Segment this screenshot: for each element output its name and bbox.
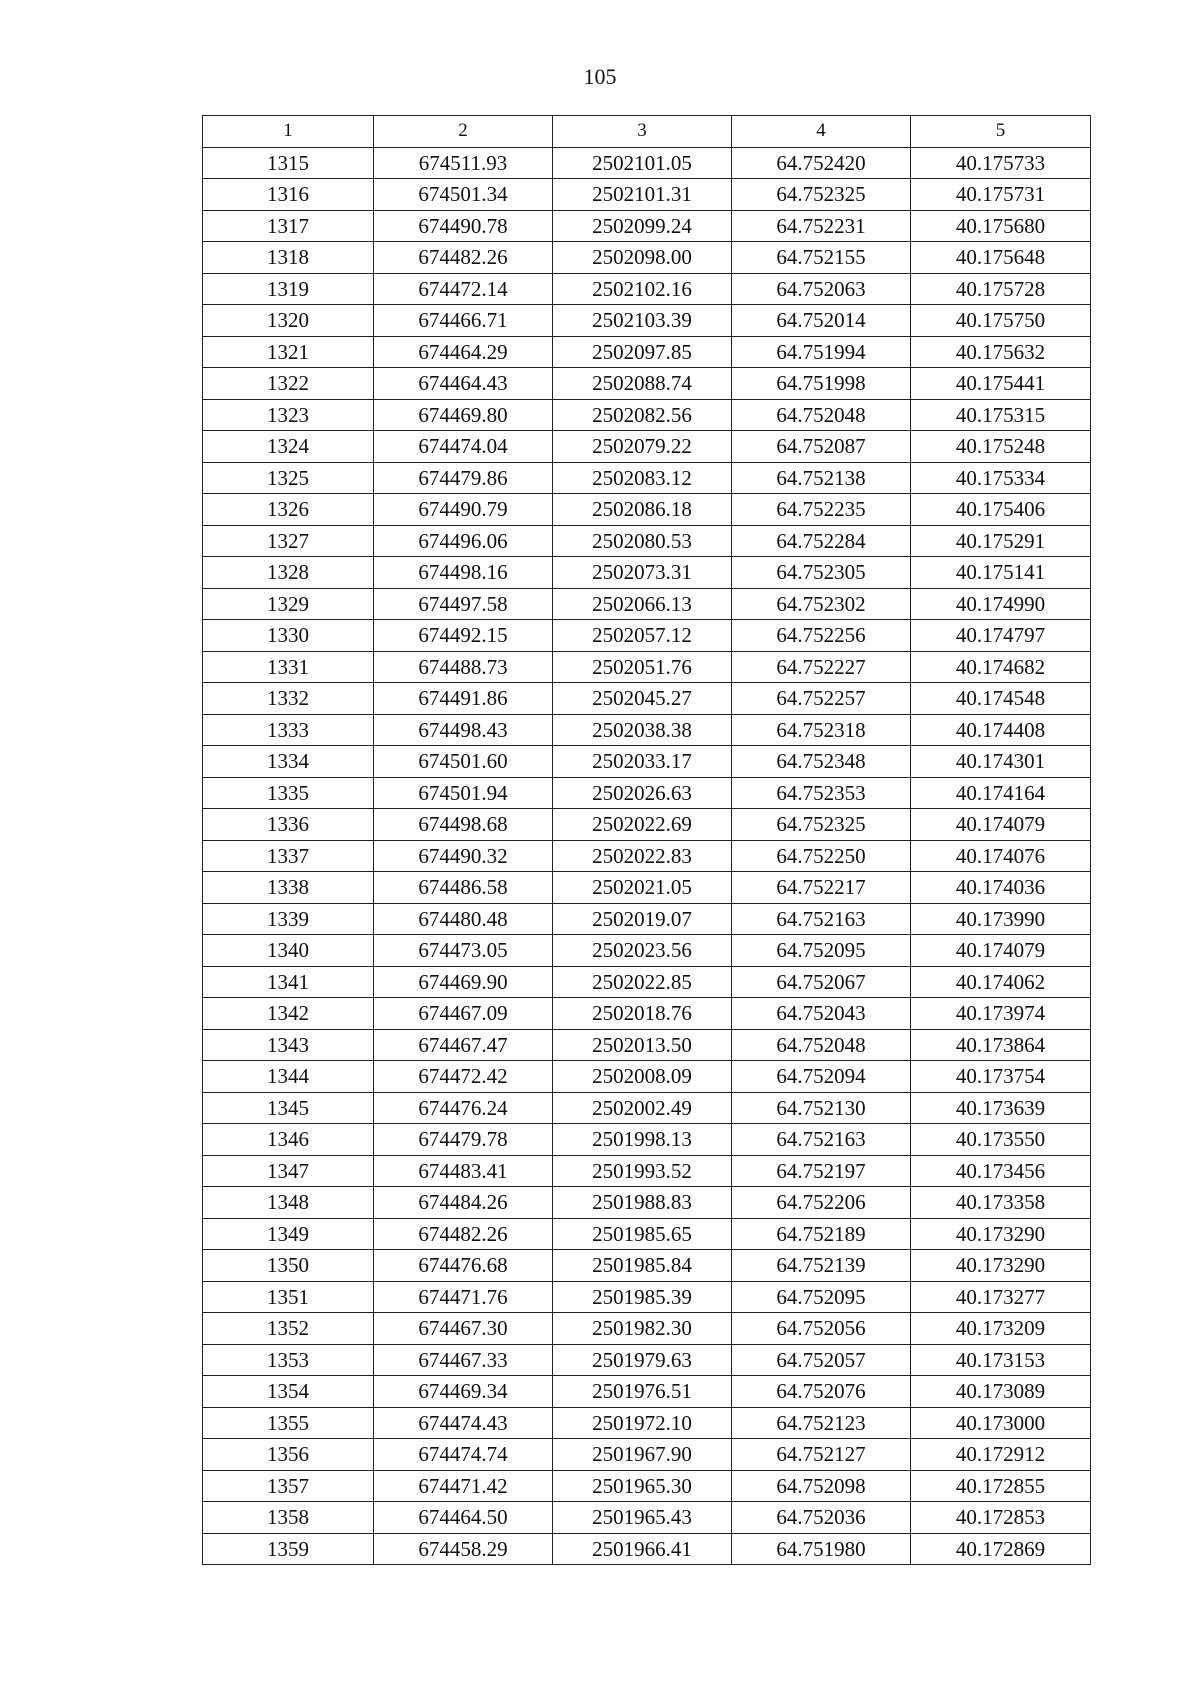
table-cell-col-2: 674473.05 [374,935,553,967]
table-cell-col-5: 40.173153 [911,1344,1091,1376]
table-cell-col-3: 2502066.13 [553,588,732,620]
table-cell-col-2: 674476.24 [374,1092,553,1124]
table-row [203,1439,1091,1471]
column-header-3: 3 [553,116,732,148]
table-cell-col-4: 64.752197 [732,1155,911,1187]
table-cell-col-3: 2502033.17 [553,746,732,778]
table-cell-col-5: 40.173358 [911,1187,1091,1219]
table-cell-col-1: 1344 [203,1061,374,1093]
table-cell-col-4: 64.752057 [732,1344,911,1376]
table-cell-col-1: 1340 [203,935,374,967]
table-cell-col-1: 1330 [203,620,374,652]
table-cell-col-5: 40.174682 [911,651,1091,683]
table-cell-col-5: 40.173290 [911,1250,1091,1282]
table-cell-col-2: 674469.90 [374,966,553,998]
header-row [203,116,1091,148]
table-cell-col-5: 40.175315 [911,399,1091,431]
table-body [203,147,1091,1565]
table-cell-col-4: 64.752076 [732,1376,911,1408]
table-cell-col-4: 64.752325 [732,809,911,841]
table-cell-col-4: 64.752098 [732,1470,911,1502]
table-cell-col-3: 2501965.30 [553,1470,732,1502]
table-cell-col-3: 2502019.07 [553,903,732,935]
table-cell-col-4: 64.752056 [732,1313,911,1345]
table-cell-col-1: 1352 [203,1313,374,1345]
table-cell-col-2: 674467.30 [374,1313,553,1345]
table-cell-col-1: 1331 [203,651,374,683]
table-cell-col-5: 40.173754 [911,1061,1091,1093]
table-cell-col-4: 64.752163 [732,1124,911,1156]
table-cell-col-2: 674482.26 [374,1218,553,1250]
table-cell-col-3: 2501979.63 [553,1344,732,1376]
table-cell-col-2: 674482.26 [374,242,553,274]
table-row [203,777,1091,809]
table-header [203,116,1091,148]
table-row [203,588,1091,620]
table-cell-col-3: 2502086.18 [553,494,732,526]
table-cell-col-2: 674458.29 [374,1533,553,1565]
table-cell-col-5: 40.172869 [911,1533,1091,1565]
table-cell-col-5: 40.174079 [911,809,1091,841]
table-cell-col-3: 2501972.10 [553,1407,732,1439]
table-cell-col-3: 2502079.22 [553,431,732,463]
table-cell-col-4: 64.752348 [732,746,911,778]
table-cell-col-5: 40.173209 [911,1313,1091,1345]
table-cell-col-1: 1341 [203,966,374,998]
table-cell-col-2: 674491.86 [374,683,553,715]
table-cell-col-5: 40.173089 [911,1376,1091,1408]
table-cell-col-5: 40.173277 [911,1281,1091,1313]
table-cell-col-1: 1329 [203,588,374,620]
table-cell-col-3: 2502088.74 [553,368,732,400]
table-cell-col-3: 2502101.05 [553,147,732,179]
table-cell-col-5: 40.174036 [911,872,1091,904]
table-cell-col-2: 674498.43 [374,714,553,746]
table-cell-col-5: 40.172855 [911,1470,1091,1502]
table-cell-col-1: 1343 [203,1029,374,1061]
table-cell-col-1: 1357 [203,1470,374,1502]
table-cell-col-1: 1359 [203,1533,374,1565]
table-cell-col-5: 40.172912 [911,1439,1091,1471]
table-cell-col-3: 2502083.12 [553,462,732,494]
table-cell-col-5: 40.172853 [911,1502,1091,1534]
table-cell-col-2: 674471.76 [374,1281,553,1313]
table-cell-col-5: 40.173864 [911,1029,1091,1061]
table-cell-col-2: 674474.43 [374,1407,553,1439]
table-row [203,1533,1091,1565]
table-cell-col-2: 674480.48 [374,903,553,935]
table-row [203,1470,1091,1502]
table-row [203,1313,1091,1345]
table-cell-col-1: 1317 [203,210,374,242]
table-cell-col-5: 40.174076 [911,840,1091,872]
table-cell-col-4: 64.752353 [732,777,911,809]
table-cell-col-1: 1321 [203,336,374,368]
table-cell-col-3: 2502026.63 [553,777,732,809]
table-cell-col-1: 1338 [203,872,374,904]
table-cell-col-2: 674511.93 [374,147,553,179]
table-cell-col-3: 2502103.39 [553,305,732,337]
table-cell-col-1: 1327 [203,525,374,557]
table-cell-col-5: 40.173974 [911,998,1091,1030]
table-cell-col-3: 2501967.90 [553,1439,732,1471]
table-cell-col-3: 2502102.16 [553,273,732,305]
table-row [203,1281,1091,1313]
table-cell-col-3: 2502082.56 [553,399,732,431]
table-cell-col-1: 1324 [203,431,374,463]
table-row [203,368,1091,400]
table-cell-col-5: 40.173639 [911,1092,1091,1124]
table-cell-col-4: 64.752036 [732,1502,911,1534]
table-cell-col-2: 674501.60 [374,746,553,778]
table-row [203,998,1091,1030]
table-cell-col-1: 1348 [203,1187,374,1219]
table-cell-col-3: 2502099.24 [553,210,732,242]
table-cell-col-1: 1349 [203,1218,374,1250]
table-cell-col-2: 674488.73 [374,651,553,683]
table-cell-col-3: 2501985.39 [553,1281,732,1313]
table-cell-col-4: 64.752256 [732,620,911,652]
table-row [203,1502,1091,1534]
column-header-5: 5 [911,116,1091,148]
table-cell-col-2: 674496.06 [374,525,553,557]
table-cell-col-2: 674464.43 [374,368,553,400]
table-cell-col-5: 40.174062 [911,966,1091,998]
table-cell-col-4: 64.751980 [732,1533,911,1565]
table-row [203,210,1091,242]
table-cell-col-2: 674492.15 [374,620,553,652]
table-cell-col-3: 2502051.76 [553,651,732,683]
table-cell-col-4: 64.752095 [732,1281,911,1313]
table-cell-col-3: 2502018.76 [553,998,732,1030]
table-row [203,714,1091,746]
table-cell-col-3: 2502021.05 [553,872,732,904]
table-cell-col-4: 64.752087 [732,431,911,463]
table-row [203,525,1091,557]
table-row [203,966,1091,998]
table-cell-col-2: 674469.34 [374,1376,553,1408]
table-cell-col-5: 40.175406 [911,494,1091,526]
table-row [203,1344,1091,1376]
table-row [203,903,1091,935]
table-cell-col-5: 40.175733 [911,147,1091,179]
column-header-1: 1 [203,116,374,148]
table-row [203,557,1091,589]
page-number: 105 [583,64,617,89]
table-cell-col-4: 64.752231 [732,210,911,242]
table-cell-col-1: 1333 [203,714,374,746]
table-cell-col-1: 1318 [203,242,374,274]
table-cell-col-1: 1323 [203,399,374,431]
table-cell-col-1: 1334 [203,746,374,778]
table-cell-col-4: 64.752130 [732,1092,911,1124]
table-cell-col-4: 64.752235 [732,494,911,526]
table-cell-col-1: 1326 [203,494,374,526]
table-cell-col-5: 40.175141 [911,557,1091,589]
table-cell-col-3: 2502080.53 [553,525,732,557]
table-cell-col-3: 2501976.51 [553,1376,732,1408]
table-cell-col-4: 64.752094 [732,1061,911,1093]
table-cell-col-2: 674483.41 [374,1155,553,1187]
table-cell-col-5: 40.175632 [911,336,1091,368]
table-cell-col-1: 1347 [203,1155,374,1187]
table-row [203,305,1091,337]
table-row [203,1061,1091,1093]
table-cell-col-4: 64.752257 [732,683,911,715]
table-cell-col-4: 64.752420 [732,147,911,179]
table-row [203,462,1091,494]
table-cell-col-3: 2502023.56 [553,935,732,967]
table-cell-col-2: 674479.78 [374,1124,553,1156]
table-row [203,273,1091,305]
table-cell-col-4: 64.752302 [732,588,911,620]
table-cell-col-3: 2502073.31 [553,557,732,589]
table-cell-col-5: 40.174990 [911,588,1091,620]
table-cell-col-4: 64.752217 [732,872,911,904]
table-cell-col-4: 64.752043 [732,998,911,1030]
table-cell-col-4: 64.752227 [732,651,911,683]
table-cell-col-5: 40.174408 [911,714,1091,746]
table-cell-col-1: 1339 [203,903,374,935]
table-cell-col-3: 2501998.13 [553,1124,732,1156]
table-cell-col-3: 2502008.09 [553,1061,732,1093]
table-cell-col-5: 40.175731 [911,179,1091,211]
table-cell-col-5: 40.175680 [911,210,1091,242]
table-cell-col-4: 64.752155 [732,242,911,274]
table-row [203,746,1091,778]
table-cell-col-1: 1358 [203,1502,374,1534]
table-cell-col-1: 1335 [203,777,374,809]
table-cell-col-5: 40.175648 [911,242,1091,274]
table-cell-col-3: 2502013.50 [553,1029,732,1061]
table-cell-col-2: 674486.58 [374,872,553,904]
table-row [203,242,1091,274]
table-cell-col-2: 674498.16 [374,557,553,589]
coordinates-table [202,115,1091,1565]
table-cell-col-4: 64.751994 [732,336,911,368]
table-cell-col-1: 1350 [203,1250,374,1282]
table-cell-col-3: 2502097.85 [553,336,732,368]
table-cell-col-2: 674472.42 [374,1061,553,1093]
table-cell-col-3: 2502101.31 [553,179,732,211]
table-cell-col-3: 2502022.85 [553,966,732,998]
table-cell-col-3: 2502022.69 [553,809,732,841]
table-cell-col-4: 64.752163 [732,903,911,935]
table-cell-col-2: 674497.58 [374,588,553,620]
table-cell-col-1: 1316 [203,179,374,211]
table-cell-col-2: 674498.68 [374,809,553,841]
column-header-2: 2 [374,116,553,148]
table-cell-col-2: 674467.47 [374,1029,553,1061]
table-cell-col-5: 40.174079 [911,935,1091,967]
table-cell-col-5: 40.175441 [911,368,1091,400]
table-cell-col-4: 64.752138 [732,462,911,494]
table-row [203,336,1091,368]
table-cell-col-3: 2501993.52 [553,1155,732,1187]
table-cell-col-1: 1354 [203,1376,374,1408]
table-cell-col-5: 40.175248 [911,431,1091,463]
table-cell-col-1: 1322 [203,368,374,400]
table-cell-col-2: 674474.74 [374,1439,553,1471]
table-cell-col-4: 64.751998 [732,368,911,400]
table-row [203,1187,1091,1219]
table-cell-col-3: 2502002.49 [553,1092,732,1124]
table-cell-col-3: 2501982.30 [553,1313,732,1345]
table-cell-col-1: 1325 [203,462,374,494]
table-cell-col-2: 674490.78 [374,210,553,242]
table-cell-col-1: 1332 [203,683,374,715]
table-cell-col-3: 2502038.38 [553,714,732,746]
table-cell-col-5: 40.175334 [911,462,1091,494]
table-row [203,620,1091,652]
table-row [203,935,1091,967]
table-cell-col-1: 1320 [203,305,374,337]
table-cell-col-1: 1315 [203,147,374,179]
table-cell-col-2: 674474.04 [374,431,553,463]
table-cell-col-4: 64.752250 [732,840,911,872]
table-cell-col-3: 2501965.43 [553,1502,732,1534]
table-cell-col-2: 674464.29 [374,336,553,368]
table-cell-col-2: 674467.33 [374,1344,553,1376]
table-row [203,494,1091,526]
table-cell-col-4: 64.752048 [732,399,911,431]
table-cell-col-4: 64.752123 [732,1407,911,1439]
table-cell-col-3: 2502045.27 [553,683,732,715]
table-row [203,1407,1091,1439]
table-cell-col-1: 1342 [203,998,374,1030]
table-cell-col-2: 674472.14 [374,273,553,305]
table-cell-col-1: 1345 [203,1092,374,1124]
table-cell-col-1: 1356 [203,1439,374,1471]
table-cell-col-1: 1328 [203,557,374,589]
table-row [203,872,1091,904]
table-row [203,147,1091,179]
table-cell-col-1: 1336 [203,809,374,841]
table-cell-col-2: 674466.71 [374,305,553,337]
table-cell-col-4: 64.752139 [732,1250,911,1282]
table-cell-col-5: 40.175291 [911,525,1091,557]
table-cell-col-3: 2502022.83 [553,840,732,872]
table-cell-col-5: 40.173000 [911,1407,1091,1439]
table-cell-col-1: 1355 [203,1407,374,1439]
table-cell-col-5: 40.175728 [911,273,1091,305]
table-row [203,1376,1091,1408]
table-cell-col-3: 2502057.12 [553,620,732,652]
table-cell-col-1: 1319 [203,273,374,305]
table-cell-col-5: 40.175750 [911,305,1091,337]
column-header-4: 4 [732,116,911,148]
table-cell-col-2: 674479.86 [374,462,553,494]
table-cell-col-4: 64.752127 [732,1439,911,1471]
table-row [203,1092,1091,1124]
table-cell-col-2: 674476.68 [374,1250,553,1282]
table-cell-col-3: 2501985.65 [553,1218,732,1250]
table-row [203,431,1091,463]
table-cell-col-5: 40.174797 [911,620,1091,652]
table-cell-col-3: 2501966.41 [553,1533,732,1565]
table-row [203,651,1091,683]
table-row [203,1155,1091,1187]
table-row [203,840,1091,872]
table-cell-col-2: 674464.50 [374,1502,553,1534]
table-cell-col-4: 64.752014 [732,305,911,337]
table-cell-col-2: 674501.34 [374,179,553,211]
table-cell-col-2: 674501.94 [374,777,553,809]
table-cell-col-3: 2501988.83 [553,1187,732,1219]
table-cell-col-1: 1351 [203,1281,374,1313]
table-cell-col-1: 1353 [203,1344,374,1376]
table-cell-col-4: 64.752189 [732,1218,911,1250]
table-cell-col-2: 674490.79 [374,494,553,526]
table-cell-col-4: 64.752095 [732,935,911,967]
table-row [203,399,1091,431]
table-cell-col-5: 40.173550 [911,1124,1091,1156]
table-cell-col-5: 40.174164 [911,777,1091,809]
table-cell-col-4: 64.752325 [732,179,911,211]
table-cell-col-2: 674484.26 [374,1187,553,1219]
table-cell-col-4: 64.752206 [732,1187,911,1219]
table-cell-col-3: 2502098.00 [553,242,732,274]
table-row [203,179,1091,211]
table-cell-col-4: 64.752048 [732,1029,911,1061]
table-cell-col-5: 40.174301 [911,746,1091,778]
table-cell-col-2: 674471.42 [374,1470,553,1502]
table-cell-col-4: 64.752305 [732,557,911,589]
table-row [203,1250,1091,1282]
table-cell-col-3: 2501985.84 [553,1250,732,1282]
table-cell-col-5: 40.173290 [911,1218,1091,1250]
table-cell-col-2: 674490.32 [374,840,553,872]
table-cell-col-2: 674469.80 [374,399,553,431]
table-cell-col-2: 674467.09 [374,998,553,1030]
table-row [203,683,1091,715]
table-row [203,1029,1091,1061]
table-cell-col-4: 64.752067 [732,966,911,998]
table-cell-col-4: 64.752063 [732,273,911,305]
table-row [203,809,1091,841]
table-cell-col-4: 64.752318 [732,714,911,746]
table-cell-col-5: 40.174548 [911,683,1091,715]
table-row [203,1218,1091,1250]
table-cell-col-5: 40.173456 [911,1155,1091,1187]
table-cell-col-4: 64.752284 [732,525,911,557]
table-cell-col-1: 1337 [203,840,374,872]
table-cell-col-5: 40.173990 [911,903,1091,935]
table-cell-col-1: 1346 [203,1124,374,1156]
table-row [203,1124,1091,1156]
